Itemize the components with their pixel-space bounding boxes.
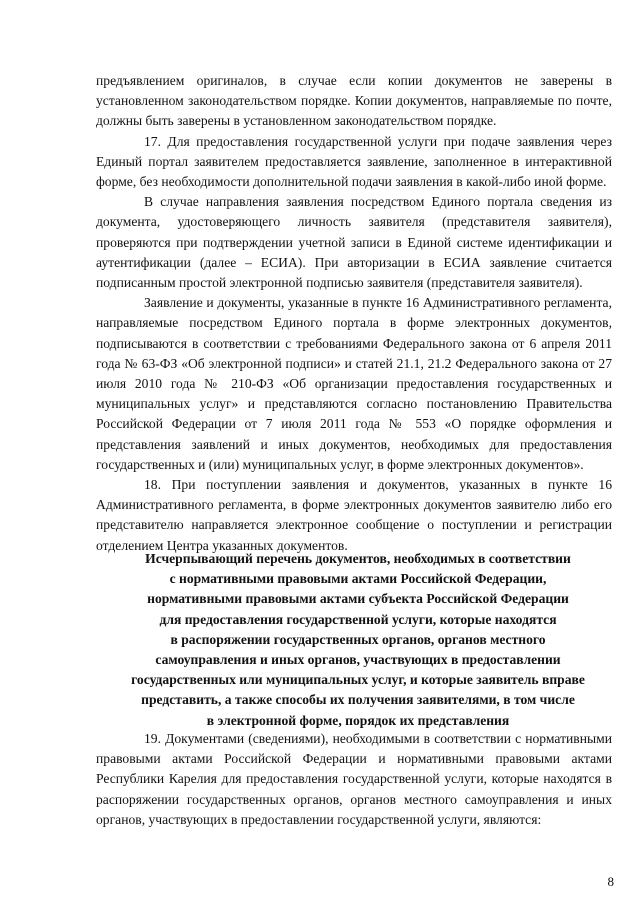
- paragraph-18: 18. При поступлении заявления и документов, указанных в пункте 16 Административного регламента, в форме электронных документов заявителю либо его представителю направляется электронное сообщение о поступлении и регистрации отделением Центра указанных документов.: [96, 477, 612, 553]
- paragraph-17: 17. Для предоставления государственной услуги при подаче заявления через Единый портал заявителем предоставляется заявление, заполненное в интерактивной форме, без необходимости дополнительной подачи заявления в какой-либо иной форме.: [96, 133, 612, 190]
- paragraph-continuation: предъявлением оригиналов, в случае если копии документов не заверены в установленном законодательством порядке. Копии документов, направляемые по почте, должны быть заверены в установленном законодательством порядке.: [96, 73, 612, 129]
- paragraph-electronic-documents: Заявление и документы, указанные в пункте 16 Административного регламента, направляемые посредством Единого портала в форме электронных документов, подписываются в соответствии с требованиями Федерального закона от 6 апреля 2011 года № 63-ФЗ «Об электронной подписи» и статей 21.1, 21.2 Федерального закона от 27 июля 2010 года № 210-ФЗ «Об организации предоставления государственных и муниципальных услуг» и представляются согласно постановлению Правительства Российской Федерации от 7 июля 2011 года № 553 «О порядке оформления и представления заявлений и иных документов, необходимых для предоставления государственных и (или) муниципальных услуг, в форме электронных документов».: [96, 295, 612, 472]
- heading-line: представить, а также способы их получения заявителями, в том числе: [141, 692, 575, 708]
- heading-line: для предоставления государственной услуги, которые находятся: [159, 611, 557, 627]
- heading-line: в электронной форме, порядок их представления: [206, 712, 510, 728]
- heading-line: в распоряжении государственных органов, органов местного: [170, 631, 546, 647]
- section-heading: [96, 549, 620, 731]
- heading-line: нормативными правовыми актами субъекта Российской Федерации: [147, 591, 569, 607]
- body-text: [96, 71, 612, 556]
- heading-line: с нормативными правовыми актами Российской Федерации,: [169, 571, 547, 587]
- heading-line: самоуправления и иных органов, участвующих в предоставлении: [155, 652, 561, 668]
- paragraph-esia: В случае направления заявления посредством Единого портала сведения из документа, удостоверяющего личность заявителя (представителя заявителя), проверяются при подтверждении учетной записи в Единой системе идентификации и аутентификации (далее – ЕСИА). При авторизации в ЕСИА заявление считается подписанным простой электронной подписью заявителя (представителя заявителя).: [96, 194, 612, 291]
- heading-line: государственных или муниципальных услуг, и которые заявитель вправе: [131, 672, 585, 688]
- paragraph-19: 19. Документами (сведениями), необходимыми в соответствии с нормативными правовыми актами Российской Федерации и нормативными правовыми актами Республики Карелия для предоставления государственной услуги, которые находятся в распоряжении государственных органов, органов местного самоуправления и иных органов, участвующих в предоставлении государственной услуги, являются:: [96, 731, 612, 827]
- tail-text: [96, 729, 612, 830]
- page-number: 8: [607, 874, 614, 889]
- heading-line: Исчерпывающий перечень документов, необходимых в соответствии: [145, 551, 571, 566]
